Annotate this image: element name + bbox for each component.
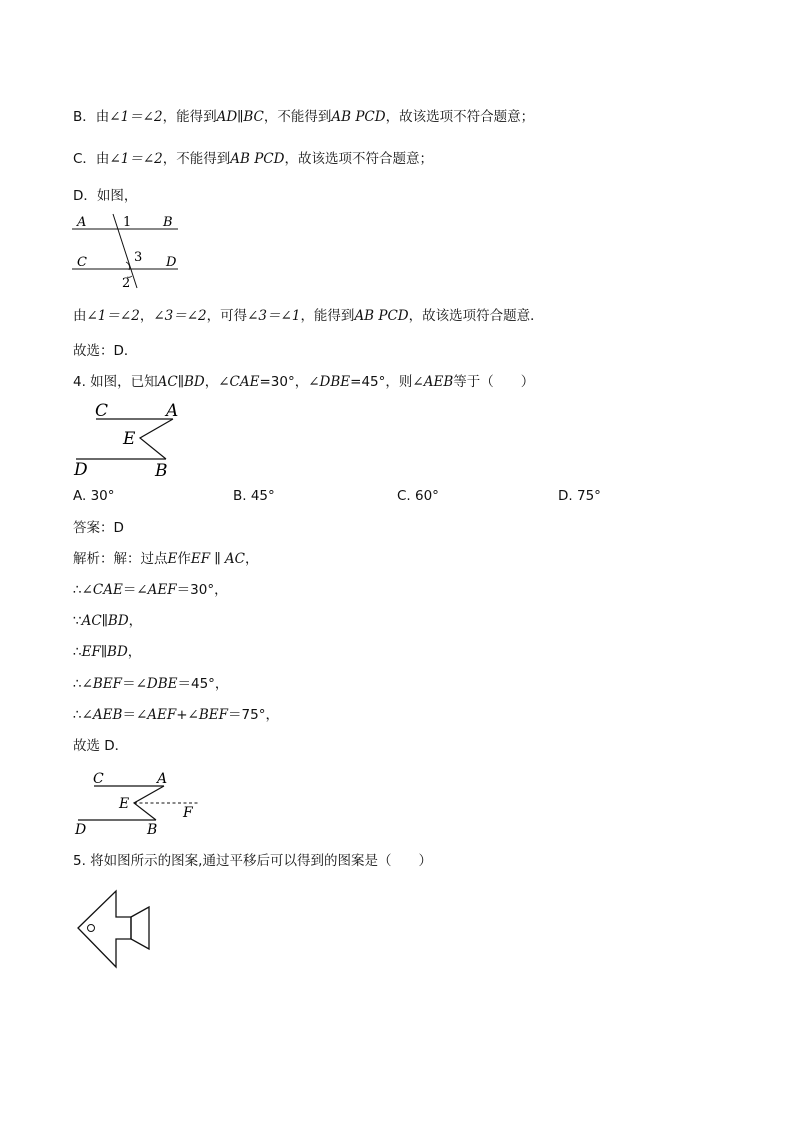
solution-line-4: ∴EF∥BD， — [73, 644, 142, 660]
option-c-explanation: C．由∠1＝∠2，不能得到AB PCD，故该选项不符合题意； — [73, 151, 433, 167]
fish-tail — [131, 907, 149, 949]
question-3-answer: 故选：D． — [73, 343, 138, 359]
label-f: F — [183, 805, 193, 821]
label-c: C — [77, 255, 87, 270]
line-aeb — [134, 786, 164, 820]
fish-eye — [88, 925, 95, 932]
label-angle-2: 2 — [122, 276, 131, 291]
option-d-intro: D．如图， — [73, 188, 138, 204]
option-b[interactable]: B. 45° — [233, 488, 275, 504]
label-a: A — [166, 401, 179, 421]
label-a: A — [157, 771, 168, 787]
option-d-explanation: 由∠1＝∠2，∠3＝∠2，可得∠3＝∠1，能得到AB PCD，故该选项符合题意． — [73, 308, 544, 324]
option-a[interactable]: A. 30° — [73, 488, 115, 504]
label-angle-3: 3 — [134, 250, 143, 265]
question-5-stem: 5. 将如图所示的图案,通过平移后可以得到的图案是（ ） — [73, 853, 432, 869]
label-d: D — [74, 460, 88, 480]
solution-line-3: ∵AC∥BD， — [73, 613, 143, 629]
solution-line-5: ∴∠BEF＝∠DBE＝45°， — [73, 676, 229, 692]
label-c: C — [95, 401, 109, 421]
question-4-answer: 答案：D — [73, 520, 124, 536]
label-c: C — [93, 771, 104, 787]
label-e: E — [119, 796, 130, 812]
option-c[interactable]: C. 60° — [397, 488, 439, 504]
label-angle-1: 1 — [123, 215, 132, 230]
label-d: D — [166, 255, 177, 270]
label-e: E — [123, 429, 136, 449]
label-b: B — [163, 215, 173, 230]
label-b: B — [147, 822, 158, 838]
solution-line-6: ∴∠AEB＝∠AEF+∠BEF＝75°， — [73, 707, 279, 723]
solution-line-1: 解析：解：过点E作EF ∥ AC， — [73, 551, 259, 567]
option-d[interactable]: D. 75° — [558, 488, 601, 504]
figure-question-4 — [70, 398, 190, 480]
solution-line-2: ∴∠CAE＝∠AEF＝30°， — [73, 582, 228, 598]
solution-conclusion: 故选 D． — [73, 738, 129, 754]
label-a: A — [77, 215, 87, 230]
line-aeb — [140, 419, 173, 459]
fish-pattern-icon — [74, 888, 156, 974]
question-4-stem: 4. 如图，已知AC∥BD，∠CAE=30°，∠DBE=45°，则∠AEB等于（ ） — [73, 374, 535, 390]
label-b: B — [155, 461, 168, 481]
figure-solution-auxiliary-line — [72, 767, 207, 839]
label-d: D — [75, 822, 87, 838]
figure-parallel-lines-transversal — [68, 210, 188, 292]
fish-body — [78, 891, 131, 967]
option-b-explanation: B．由∠1＝∠2，能得到AD∥BC，不能得到AB PCD，故该选项不符合题意； — [73, 109, 535, 125]
